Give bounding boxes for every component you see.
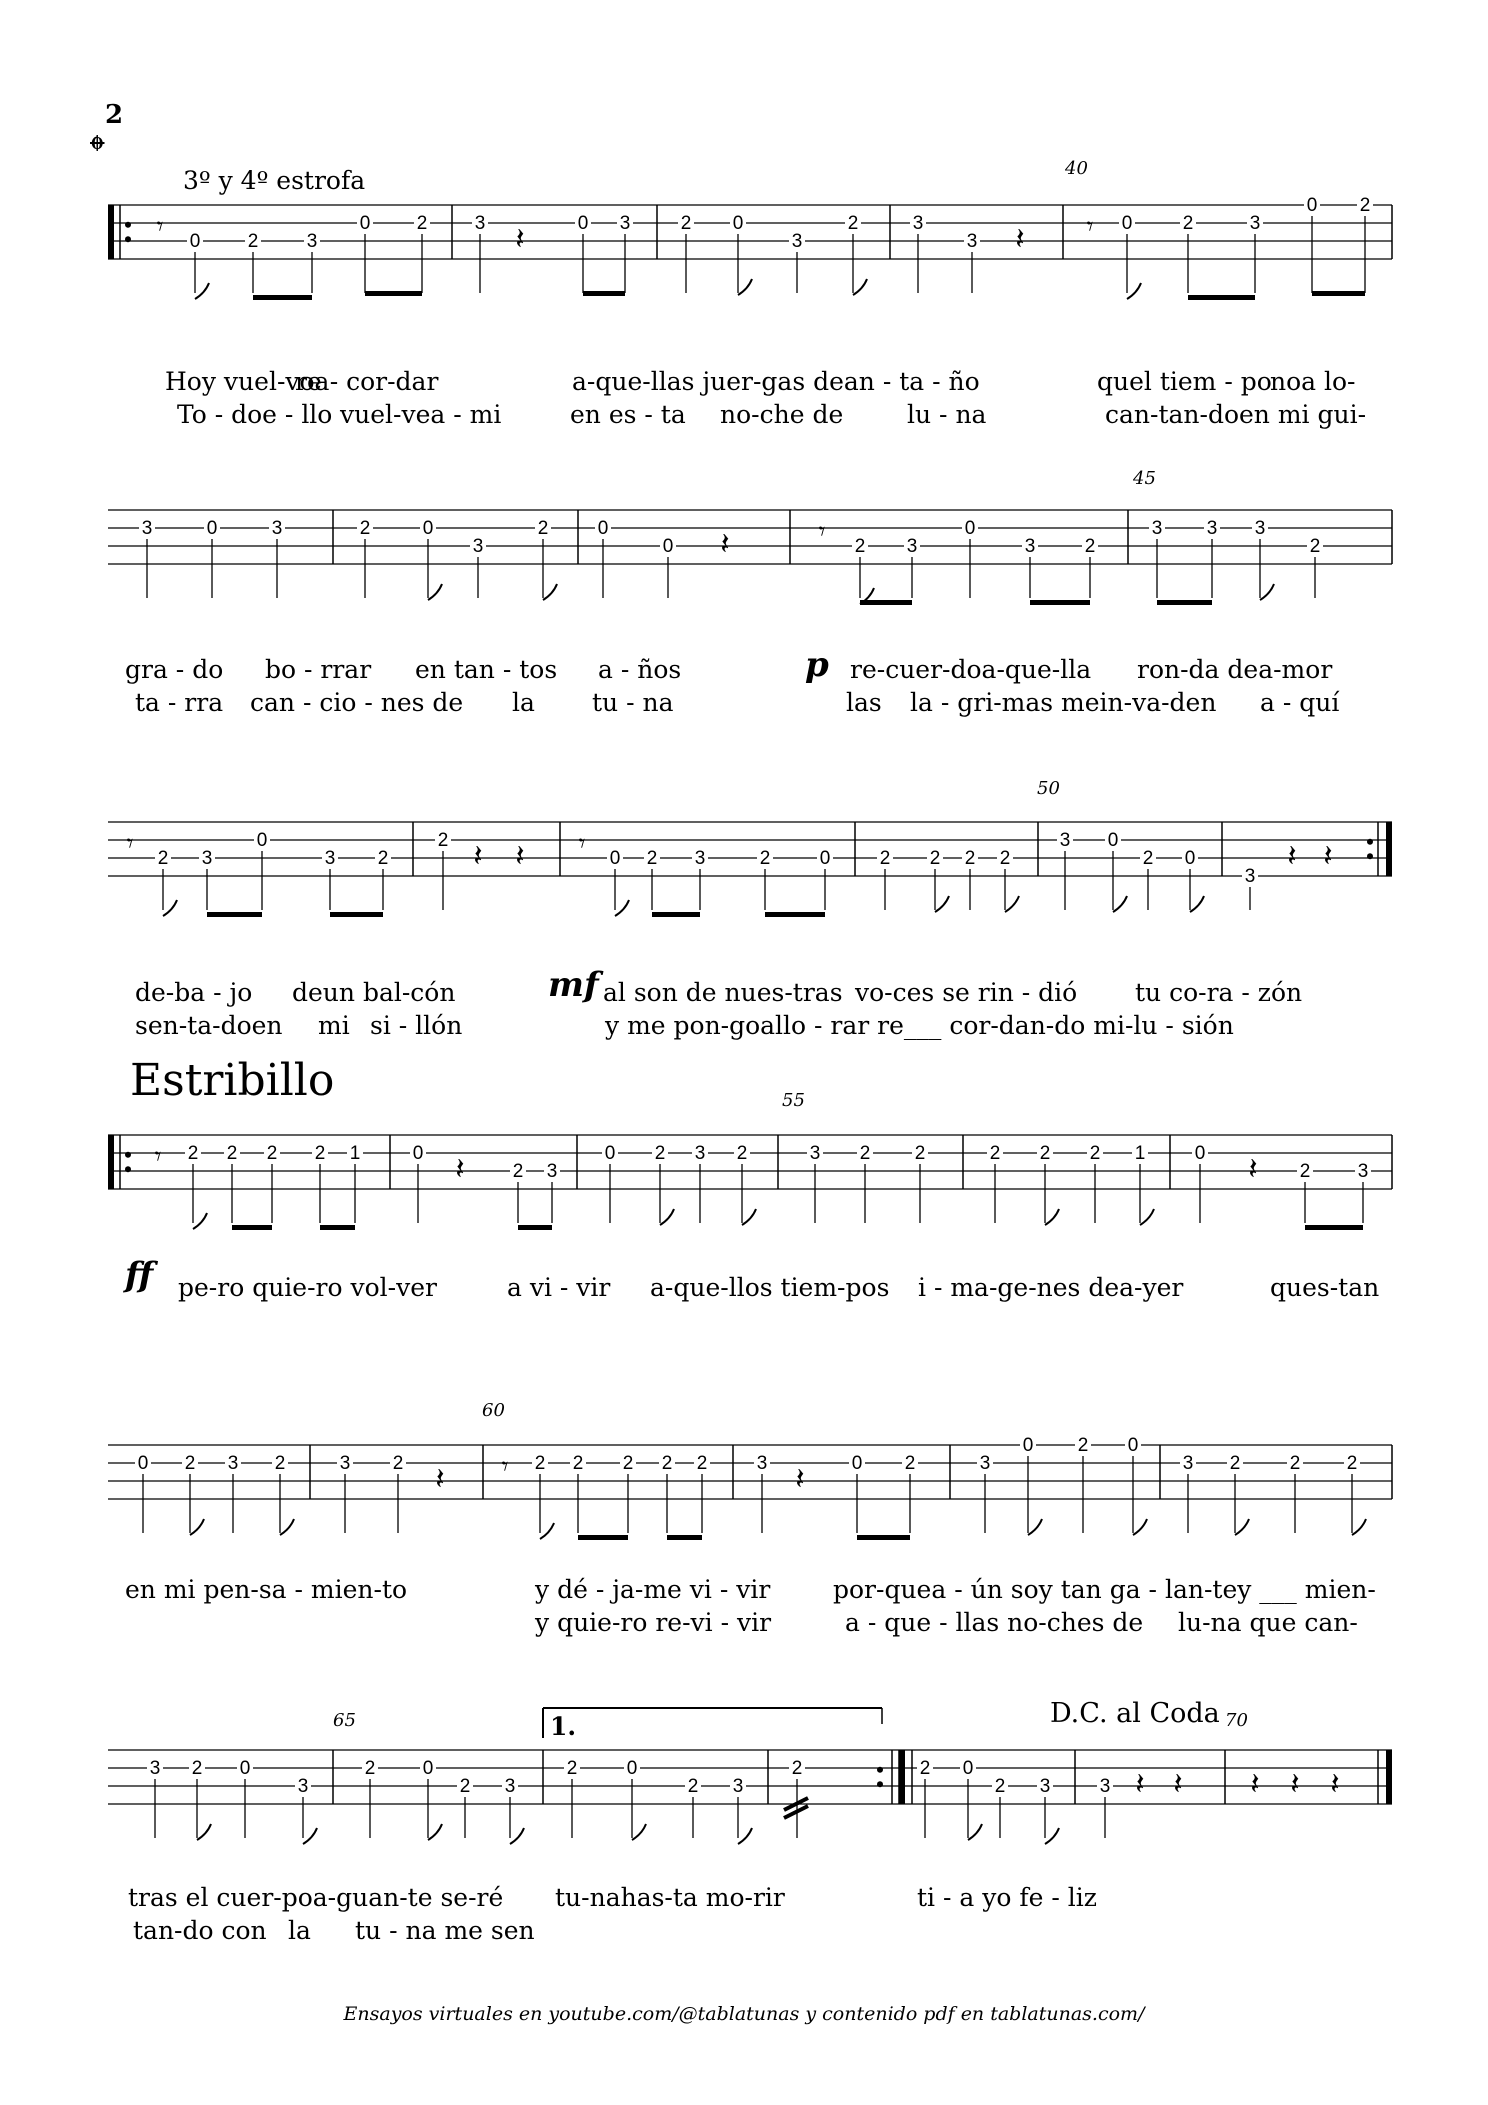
note-flag <box>543 584 557 600</box>
repeat-dot <box>125 236 131 242</box>
volta-label: 1. <box>550 1712 577 1741</box>
note-flag <box>742 1209 756 1225</box>
lyric: ti - a yo fe - liz <box>917 1883 1097 1912</box>
tab-staff-5 <box>0 1435 1488 1585</box>
measure-number: 70 <box>1225 1710 1248 1731</box>
fret-number: 0 <box>609 848 621 869</box>
eighth-rest: 𝄾 <box>501 1452 509 1482</box>
dynamic-mf: mf <box>548 965 599 1005</box>
fret-number: 3 <box>297 1776 309 1797</box>
lyric: la <box>288 1916 311 1945</box>
beam <box>1312 291 1365 296</box>
beam <box>330 912 383 917</box>
beam <box>667 1535 702 1540</box>
lyric: vuel-vea - mi <box>340 400 502 429</box>
fret-number: 2 <box>187 1143 199 1164</box>
fret-number: 2 <box>314 1143 326 1164</box>
fret-number: 2 <box>512 1161 524 1182</box>
lyric: sen-ta-doen <box>135 1011 283 1040</box>
fret-number: 0 <box>851 1453 863 1474</box>
beam <box>1157 600 1212 605</box>
fret-number: 0 <box>662 536 674 557</box>
fret-number: 2 <box>904 1453 916 1474</box>
fret-number: 3 <box>1249 213 1261 234</box>
lyric: en tan - tos <box>415 655 558 684</box>
quarter-rest: 𝄽 <box>1250 1767 1260 1802</box>
note-flag <box>540 1523 554 1539</box>
note-flag <box>195 283 209 299</box>
beam <box>232 1225 272 1230</box>
dynamic-ff: ff <box>125 1255 154 1295</box>
fret-number: 2 <box>646 848 658 869</box>
fret-number: 2 <box>437 830 449 851</box>
beam <box>207 912 262 917</box>
fret-number: 2 <box>566 1758 578 1779</box>
fret-number: 3 <box>149 1758 161 1779</box>
fret-number: 3 <box>1254 518 1266 539</box>
fret-number: 2 <box>191 1758 203 1779</box>
fret-number: 0 <box>732 213 744 234</box>
beam <box>1030 600 1090 605</box>
dynamic-p: p <box>805 645 829 685</box>
fret-number: 0 <box>422 1758 434 1779</box>
fret-number: 0 <box>962 1758 974 1779</box>
fret-number: 2 <box>364 1758 376 1779</box>
note-flag <box>1127 283 1141 299</box>
note-flag <box>615 900 629 916</box>
fret-number: 3 <box>1151 518 1163 539</box>
note-flag <box>1028 1519 1042 1535</box>
lyric: la - gri-mas mein-va-den <box>910 688 1217 717</box>
note-flag <box>1190 896 1204 912</box>
beam <box>518 1225 552 1230</box>
lyric: i - ma-ge-nes dea-yer <box>918 1273 1184 1302</box>
quarter-rest: 𝄽 <box>435 1462 445 1497</box>
fret-number: 0 <box>239 1758 251 1779</box>
fret-number: 0 <box>137 1453 149 1474</box>
lyric: y dé - ja-me vi - vir <box>535 1575 771 1604</box>
fret-number: 2 <box>622 1453 634 1474</box>
fret-number: 1 <box>349 1143 361 1164</box>
section-title: Estribillo <box>130 1055 335 1106</box>
coda-sign-icon: 𝄌 <box>90 126 105 175</box>
note-flag <box>738 1828 752 1844</box>
fret-number: 3 <box>756 1453 768 1474</box>
lyric: ques-tan <box>1270 1273 1380 1302</box>
fret-number: 2 <box>687 1776 699 1797</box>
lyric: a - que - llas no-ches de <box>845 1608 1144 1637</box>
lyric: en mi pen-sa - mien-to <box>125 1575 408 1604</box>
lyric: lu-na que can- <box>1178 1608 1358 1637</box>
beam <box>1188 295 1255 300</box>
repeat-dot <box>877 1767 883 1773</box>
measure-number: 40 <box>1065 158 1088 179</box>
fret-number: 0 <box>1121 213 1133 234</box>
fret-number: 3 <box>1206 518 1218 539</box>
measure-number: 45 <box>1133 468 1156 489</box>
dc-al-coda: D.C. al Coda <box>1050 1698 1220 1729</box>
eighth-rest: 𝄾 <box>818 517 826 547</box>
fret-number: 2 <box>377 848 389 869</box>
lyric: y quie-ro re-vi - vir <box>535 1608 772 1637</box>
fret-number: 2 <box>1359 195 1371 216</box>
fret-number: 3 <box>966 231 978 252</box>
note-flag <box>853 279 867 295</box>
fret-number: 3 <box>271 518 283 539</box>
quarter-rest: 𝄽 <box>515 839 525 874</box>
lyric: a - quí <box>1260 688 1340 717</box>
lyric: Hoy vuel-voa <box>165 367 330 396</box>
fret-number: 0 <box>1306 195 1318 216</box>
beam <box>860 600 912 605</box>
measure-number: 60 <box>482 1400 505 1421</box>
fret-number: 0 <box>1022 1435 1034 1456</box>
fret-number: 3 <box>472 536 484 557</box>
fret-number: 2 <box>999 848 1011 869</box>
repeat-dot <box>125 1166 131 1172</box>
fret-number: 2 <box>1142 848 1154 869</box>
beam <box>365 291 422 296</box>
lyric: vo-ces se rin - dió <box>855 978 1078 1007</box>
footer: Ensayos virtuales en youtube.com/@tablatunas y contenido pdf en tablatunas.com/ <box>343 2003 1145 2025</box>
note-flag <box>968 1824 982 1840</box>
lyric: la <box>512 688 535 717</box>
fret-number: 0 <box>604 1143 616 1164</box>
eighth-rest: 𝄾 <box>578 829 586 859</box>
beam <box>765 912 825 917</box>
lyric: can - cio - nes de <box>250 688 464 717</box>
fret-number: 3 <box>339 1453 351 1474</box>
lyric: a - ños <box>598 655 682 684</box>
fret-number: 3 <box>1059 830 1071 851</box>
quarter-rest: 𝄽 <box>515 222 525 257</box>
fret-number: 3 <box>306 231 318 252</box>
fret-number: 2 <box>680 213 692 234</box>
note-flag <box>197 1824 211 1840</box>
fret-number: 2 <box>859 1143 871 1164</box>
note-flag <box>1235 1519 1249 1535</box>
lyric: quel tiem - po <box>1097 367 1272 396</box>
fret-number: 3 <box>324 848 336 869</box>
fret-number: 2 <box>736 1143 748 1164</box>
quarter-rest: 𝄽 <box>1323 839 1333 874</box>
fret-number: 2 <box>914 1143 926 1164</box>
tab-staff-6 <box>0 1740 1488 1890</box>
lyric: en es - ta <box>570 400 686 429</box>
lyric: tu co-ra - zón <box>1135 978 1303 1007</box>
note-flag <box>193 1213 207 1229</box>
quarter-rest: 𝄽 <box>1135 1767 1145 1802</box>
tab-staff-1 <box>0 195 1488 345</box>
fret-number: 3 <box>732 1776 744 1797</box>
lyric: tu - na <box>592 688 674 717</box>
repeat-start-bar <box>108 1135 114 1189</box>
fret-number: 2 <box>1346 1453 1358 1474</box>
measure-number: 55 <box>782 1090 805 1111</box>
fret-number: 3 <box>912 213 924 234</box>
eighth-rest: 𝄾 <box>156 212 164 242</box>
fret-number: 0 <box>189 231 201 252</box>
fret-number: 2 <box>854 536 866 557</box>
page-number: 2 <box>105 100 124 130</box>
fret-number: 2 <box>534 1453 546 1474</box>
fret-number: 2 <box>274 1453 286 1474</box>
beam <box>583 291 625 296</box>
lyric: mi <box>318 1011 350 1040</box>
fret-number: 2 <box>1309 536 1321 557</box>
verse-label: 3º y 4º estrofa <box>183 166 366 195</box>
lyric: re - cor-dar <box>295 367 439 396</box>
fret-number: 2 <box>661 1453 673 1474</box>
fret-number: 3 <box>979 1453 991 1474</box>
beam <box>652 912 700 917</box>
fret-number: 0 <box>597 518 609 539</box>
repeat-end-bar <box>1386 822 1392 876</box>
fret-number: 0 <box>1184 848 1196 869</box>
fret-number: 0 <box>422 518 434 539</box>
fret-number: 2 <box>1229 1453 1241 1474</box>
note-flag <box>1005 896 1019 912</box>
fret-number: 3 <box>1099 1776 1111 1797</box>
note-flag <box>280 1519 294 1535</box>
fret-number: 2 <box>247 231 259 252</box>
repeat-dot <box>877 1781 883 1787</box>
fret-number: 2 <box>791 1758 803 1779</box>
quarter-rest: 𝄽 <box>473 839 483 874</box>
lyric: pe-ro quie-ro vol-ver <box>178 1273 437 1302</box>
repeat-dot <box>125 1152 131 1158</box>
fret-number: 2 <box>1289 1453 1301 1474</box>
fret-number: 3 <box>504 1776 516 1797</box>
lyric: tu-nahas-ta mo-rir <box>555 1883 785 1912</box>
note-flag <box>1352 1519 1366 1535</box>
lyric: deun bal-cón <box>292 978 456 1007</box>
note-flag <box>1260 584 1274 600</box>
fret-number: 0 <box>1194 1143 1206 1164</box>
fret-number: 3 <box>1182 1453 1194 1474</box>
fret-number: 3 <box>201 848 213 869</box>
lyric: de-ba - jo <box>135 978 253 1007</box>
quarter-rest: 𝄽 <box>1290 1767 1300 1802</box>
tab-staff-3 <box>0 812 1488 962</box>
note-flag <box>428 1824 442 1840</box>
note-flag <box>190 1519 204 1535</box>
repeat-dot <box>1367 853 1373 859</box>
fret-number: 2 <box>989 1143 1001 1164</box>
quarter-rest: 𝄽 <box>1330 1767 1340 1802</box>
fret-number: 0 <box>256 830 268 851</box>
fret-number: 0 <box>412 1143 424 1164</box>
quarter-rest: 𝄽 <box>1173 1767 1183 1802</box>
repeat-dot <box>1367 839 1373 845</box>
fret-number: 2 <box>847 213 859 234</box>
fret-number: 1 <box>1134 1143 1146 1164</box>
fret-number: 2 <box>964 848 976 869</box>
repeat-start-bar <box>108 205 114 259</box>
lyric: al son de nues-tras <box>603 978 843 1007</box>
fret-number: 2 <box>157 848 169 869</box>
note-flag <box>738 279 752 295</box>
fret-number: 3 <box>694 1143 706 1164</box>
fret-number: 2 <box>696 1453 708 1474</box>
fret-number: 0 <box>1127 1435 1139 1456</box>
eighth-rest: 𝄾 <box>126 829 134 859</box>
quarter-rest: 𝄽 <box>1287 839 1297 874</box>
fret-number: 2 <box>459 1776 471 1797</box>
lyric: can-tan-doen mi gui- <box>1105 400 1367 429</box>
fret-number: 2 <box>1299 1161 1311 1182</box>
fret-number: 0 <box>626 1758 638 1779</box>
fret-number: 2 <box>919 1758 931 1779</box>
fret-number: 0 <box>577 213 589 234</box>
repeat-dot <box>125 222 131 228</box>
lyric: a-que-llos tiem-pos <box>650 1273 890 1302</box>
beam <box>578 1535 628 1540</box>
beam <box>253 295 312 300</box>
note-flag <box>1140 1209 1154 1225</box>
quarter-rest: 𝄽 <box>720 527 730 562</box>
lyric: ron-da dea-mor <box>1137 655 1333 684</box>
fret-number: 3 <box>809 1143 821 1164</box>
note-flag <box>1045 1828 1059 1844</box>
fret-number: 2 <box>266 1143 278 1164</box>
lyric: ta - rra <box>135 688 224 717</box>
lyric: no-che de <box>720 400 844 429</box>
fret-number: 3 <box>1244 866 1256 887</box>
fret-number: 3 <box>1039 1776 1051 1797</box>
fret-number: 3 <box>141 518 153 539</box>
note-flag <box>660 1209 674 1225</box>
fret-number: 3 <box>227 1453 239 1474</box>
fret-number: 2 <box>392 1453 404 1474</box>
quarter-rest: 𝄽 <box>1015 222 1025 257</box>
lyric: llo - rar re___ cor-dan-do mi-lu - sión <box>775 1011 1234 1040</box>
lyric: tan-do con <box>133 1916 267 1945</box>
lyric: gra - do <box>125 655 224 684</box>
eighth-rest: 𝄾 <box>1086 212 1094 242</box>
fret-number: 2 <box>929 848 941 869</box>
lyric: las <box>846 688 882 717</box>
tab-staff-2 <box>0 500 1488 650</box>
lyric: si - llón <box>370 1011 463 1040</box>
fret-number: 2 <box>994 1776 1006 1797</box>
fret-number: 3 <box>791 231 803 252</box>
lyric: re-cuer-doa-que-lla <box>850 655 1092 684</box>
fret-number: 2 <box>654 1143 666 1164</box>
note-flag <box>1045 1209 1059 1225</box>
lyric: bo - rrar <box>265 655 372 684</box>
note-flag <box>163 900 177 916</box>
beam <box>320 1225 355 1230</box>
fret-number: 2 <box>537 518 549 539</box>
fret-number: 2 <box>1182 213 1194 234</box>
beam <box>857 1535 910 1540</box>
lyric: a vi - vir <box>507 1273 611 1302</box>
lyric: y me pon-goa <box>605 1011 776 1040</box>
fret-number: 2 <box>184 1453 196 1474</box>
fret-number: 2 <box>879 848 891 869</box>
eighth-rest: 𝄾 <box>154 1142 162 1172</box>
note-flag <box>428 584 442 600</box>
fret-number: 3 <box>1024 536 1036 557</box>
quarter-rest: 𝄽 <box>1248 1152 1258 1187</box>
quarter-rest: 𝄽 <box>455 1152 465 1187</box>
fret-number: 3 <box>694 848 706 869</box>
fret-number: 0 <box>206 518 218 539</box>
tab-staff-4 <box>0 1125 1488 1275</box>
quarter-rest: 𝄽 <box>795 1462 805 1497</box>
note-flag <box>303 1828 317 1844</box>
fret-number: 2 <box>1089 1143 1101 1164</box>
fret-number: 0 <box>819 848 831 869</box>
fret-number: 0 <box>1107 830 1119 851</box>
fret-number: 2 <box>572 1453 584 1474</box>
fret-number: 2 <box>359 518 371 539</box>
fret-number: 3 <box>619 213 631 234</box>
fret-number: 2 <box>759 848 771 869</box>
fret-number: 2 <box>1077 1435 1089 1456</box>
fret-number: 3 <box>906 536 918 557</box>
measure-number: 50 <box>1037 778 1060 799</box>
note-flag <box>1113 896 1127 912</box>
fret-number: 3 <box>474 213 486 234</box>
lyric: To - doe - llo <box>177 400 333 429</box>
note-flag <box>1133 1519 1147 1535</box>
lyric: a-que-llas juer-gas dean - ta - ño <box>572 367 980 396</box>
fret-number: 2 <box>1039 1143 1051 1164</box>
lyric: noa lo- <box>1270 367 1356 396</box>
fret-number: 3 <box>1357 1161 1369 1182</box>
fret-number: 0 <box>359 213 371 234</box>
beam <box>1305 1225 1363 1230</box>
measure-number: 65 <box>333 1710 356 1731</box>
fret-number: 2 <box>226 1143 238 1164</box>
fret-number: 3 <box>546 1161 558 1182</box>
fret-number: 2 <box>1084 536 1096 557</box>
note-flag <box>632 1824 646 1840</box>
lyric: tu - na me sen <box>355 1916 535 1945</box>
lyric: por-quea - ún soy tan ga - lan-tey ___ mien- <box>833 1575 1376 1604</box>
lyric: tras el cuer-poa-guan-te se-ré <box>128 1883 504 1912</box>
note-flag <box>935 896 949 912</box>
fret-number: 0 <box>964 518 976 539</box>
lyric: lu - na <box>907 400 987 429</box>
note-flag <box>510 1828 524 1844</box>
fret-number: 2 <box>416 213 428 234</box>
volta-bracket <box>0 1700 1488 1760</box>
